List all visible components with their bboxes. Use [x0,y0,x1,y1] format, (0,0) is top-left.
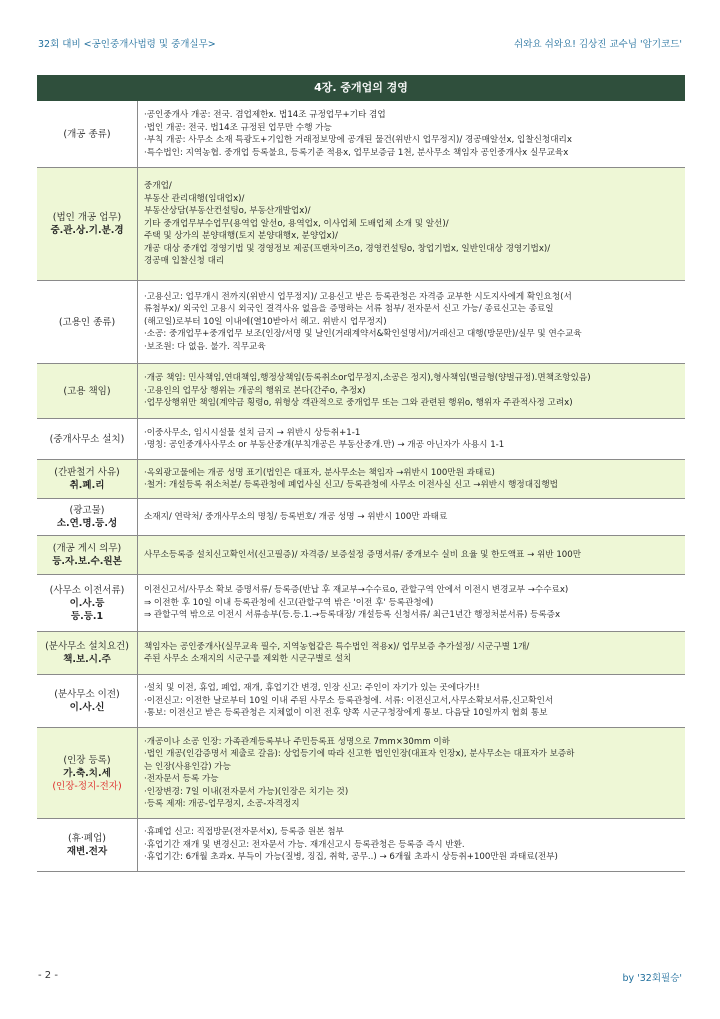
row-content [138,632,685,674]
mnemonic-code: 책.보.시.주 [63,654,111,665]
content-line: ·업무상행위만 책임(계약금 횡령o, 위형상 객관적으로 중개업무 또는 그와 관련된 행위o, 행위자 주관적사정 고려x) [144,398,573,409]
row-label [37,728,138,818]
content-line: ⇒ 관할구역 밖으로 이전시 서류송부(등.등.1.→등록대장/ 개설등록 신청서류/ 최근1년간 행정처분서류) 등록증x [144,610,561,621]
content-line: ·옥외광고물에는 개공 성명 표기(법인은 대표자, 분사무소는 책임자 →위반시 100만원 과태료) [144,467,495,478]
content-line: ·개공 책임: 민사책임,연대책임,행정상책임(등록취소or업무정지,소공은 정지),형사책임(벌금형(양벌규정).면책조항있음) [144,373,591,384]
row-content [138,419,685,459]
row-label [37,499,138,535]
table-row [37,364,685,419]
row-label-text: (분사무소 이전) [54,689,120,700]
mnemonic-code-line2: 등.등.1 [70,610,104,622]
content-line: 중개업/ [144,181,172,192]
row-label-text: (개공 종류) [63,128,111,140]
row-label [37,101,138,167]
table-row [37,728,685,819]
content-line: ·이중사무소, 임시시설물 설치 금지 → 위반시 상등취+1-1 [144,427,361,438]
row-label [37,364,138,418]
mnemonic-code: 이.사.등 [69,597,105,609]
row-label [37,460,138,498]
content-line: 부동산 관리대행(임대업x)/ [144,193,245,204]
row-label-text: (사무소 이전서류) [49,584,125,596]
content-line: ·휴폐업 신고: 직접방문(전자문서x), 등록증 원본 첨부 [144,827,344,838]
row-content [138,364,685,418]
content-line: ·법인 개공(인감증명서 제출로 갈음): 상업등기에 따라 신고한 법인인장(대표자 인장x), 분사무소는 대표자가 보증하 [144,749,575,759]
mnemonic-code: 재변.전자 [66,846,108,857]
row-label [37,536,138,574]
content-line: 이전신고서/사무소 확보 증명서류/ 등록증(반납 후 재교부→수수료o, 관할구역 안에서 이전시 변경교부 →수수료x) [144,585,569,596]
header-right: 쉬와요 쉬와요! 김상진 교수님 '암기코드' [514,39,682,50]
content-line: ·부칙 개공: 사무소 소재 특광도+기입한 거래정보망에 공개된 물건(위반시 업무정지)/ 경공매알선x, 입찰신청대리x [144,135,572,145]
content-line: ·설치 및 이전, 휴업, 폐업, 재개, 휴업기간 변경, 인장 신고: 주인이 자기가 있는 곳에다가!! [144,683,480,694]
row-label [37,419,138,459]
table-row [37,675,685,728]
table-row [37,536,685,575]
header-left: 32회 대비 <공인중개사법령 및 중개실무> [38,39,216,50]
content-line: ·소공: 중개업무+중개업무 보조(인장/서명 및 날인(거래계약서&확인설명서)/거래신고 대행(방문만)/실무 및 연수교육 [144,329,582,340]
row-content [138,819,685,871]
content-line: ·명칭: 공인중개사사무소 or 부동산중개(부칙개공은 부동산중개.만) → 개공 아닌자가 사용시 1-1 [144,440,505,450]
content-line: ·등록 제재: 개공-업무정지, 소공-자격정지 [144,799,300,809]
content-line: ·법인 개공: 전국. 법14조 규정된 업무만 수행 가능 [144,122,332,133]
content-line: ⇒ 이전한 후 10일 이내 등록관청에 신고(관할구역 밖은 '이전 후' 등록관청에) [144,597,434,608]
row-label-text: (광고물) [69,505,105,516]
row-label-text: (분사무소 설치요건) [45,641,129,652]
content-line: ·보조원: 다 없음. 불가. 직무교육 [144,341,266,352]
content-line: 는 인장(사용인감) 가능 [144,761,231,772]
row-content [138,499,685,535]
content-line: 사무소등록증 설치신고확인서(신고필증)/ 자격증/ 보증설정 증명서류/ 중개보수 실비 요율 및 한도액표 → 위반 100만 [144,549,582,560]
row-label [37,168,138,280]
content-line: ·전자문서 등록 가능 [144,774,219,784]
row-label [37,575,138,631]
row-label-text: (간판철거 사유) [54,467,120,478]
content-line: 소재지/ 연락처/ 중개사무소의 명칭/ 등록번호/ 개공 성명 → 위반시 100만 과태료 [144,511,448,522]
content-line: 경공매 입찰신청 대리 [144,256,225,267]
content-line: ·이전신고: 이전한 날로부터 10일 이내 주된 사무소 등록관청에. 서류: 이전신고서,사무소확보서류,신고확인서 [144,695,554,706]
content-line: 주된 사무소 소재지의 시군구를 제외한 시군구별로 설치 [144,654,352,664]
row-label [37,819,138,871]
mnemonic-code: 중.관.상.기.분.경 [50,225,124,236]
row-content [138,101,685,167]
row-sub-label: (인장-정지-전자) [52,780,122,792]
mnemonic-code: 소.연.명.등.성 [56,518,118,529]
content-line: ·공인중개사 개공: 전국. 겸업제한x. 법14조 규정업무+기타 겸업 [144,110,386,120]
content-line: (해고일)로부터 10일 이내에(열10받아서 해고. 위반시 업무정지) [144,316,387,327]
content-line: 부동산상담(부동산컨설팅o, 부동산개발업x)/ [144,206,311,217]
row-label-text: (휴·폐업) [68,833,106,844]
content-line: ·인장변경: 7일 이내(전자문서 가능)(인장은 치기는 것) [144,786,349,797]
row-content [138,728,685,818]
content-line: ·특수법인: 지역농협. 중개업 등록불요, 등록기준 적용x, 업무보증금 1천, 분사무소 책임자 공인중개사x 실무교육x [144,147,569,158]
content-line: ·휴업기간: 6개월 초과x. 부득이 가능(질병, 징집, 취학, 공무..) → 6개월 초과시 상등취+100만원 과태료(전부) [144,852,558,863]
table-row [37,460,685,499]
content-line: 류첨부x)/ 외국인 고용시 외국인 결격사유 없음을 증명하는 서류 첨부/ 전자문서 신고 가능/ 종료신고는 종료일 [144,304,554,315]
content-line: 책임자는 공인중개사(실무교육 필수, 지역농협같은 특수법인 적용x)/ 업무보증 추가설정/ 시군구별 1개/ [144,641,530,652]
mnemonic-code: 취.폐.리 [69,480,105,491]
row-label [37,632,138,674]
table-row [37,499,685,536]
table-row [37,101,685,168]
row-label-text: (중개사무소 설치) [49,433,125,445]
row-content [138,675,685,727]
row-label [37,281,138,363]
content-line: 주택 및 상가의 분양대행(토지 분양대행x, 분양업x)/ [144,231,338,242]
table-row [37,819,685,872]
row-label [37,675,138,727]
row-content [138,575,685,631]
summary-table [37,75,685,872]
row-label-text: (고용 책임) [63,385,111,397]
table-row [37,632,685,675]
row-content [138,536,685,574]
footer-credit: by '32회필승' [622,973,682,984]
table-row [37,168,685,281]
mnemonic-code: 이.사.신 [69,702,105,713]
content-line: ·고용신고: 업무개시 전까지(위반시 업무정지)/ 고용신고 받은 등록관청은 자격증 교부한 시도지사에게 확인요청(서 [144,291,572,302]
table-row [37,419,685,460]
row-label-text: (개공 게시 의무) [52,543,122,554]
content-line: ·통보: 이전신고 받은 등록관청은 지체없이 이전 전후 양쪽 시군구청장에게 통보. 다음달 10일까지 협회 통보 [144,708,548,719]
table-row [37,575,685,632]
table-row [37,281,685,364]
content-line: ·휴업기간 재개 및 변경신고: 전자문서 가능. 재개신고시 등록관청은 등록증 즉시 반환. [144,839,465,850]
mnemonic-code: 등.자.보.수.원본 [52,556,122,567]
content-line: ·철거: 개설등록 취소처분/ 등록관청에 폐업사실 신고/ 등록관청에 사무소 이전사실 신고 →위반시 행정대집행법 [144,480,558,490]
row-content [138,168,685,280]
table-title: 4장. 중개업의 경영 [37,75,685,101]
content-line: ·고용인의 업무상 행위는 개공의 행위로 본다(간주o, 추정x) [144,385,366,396]
row-label-text: (고용인 종류) [58,316,116,328]
content-line: 개공 대상 중개업 경영기법 및 경영정보 제공(프랜차이즈o, 경영컨설팅o, 창업기법x, 일반인대상 경영기법x)/ [144,243,551,254]
row-label-text: (인장 등록) [63,754,111,766]
content-line: ·개공이나 소공 인장: 가족관계등록부나 주민등록표 성명으로 7mm×30mm 이하 [144,736,450,747]
row-content [138,460,685,498]
page-number: - 2 - [38,970,58,981]
row-label-text: (법인 개공 업무) [52,212,122,223]
content-line: 기타 중개업무부수업무(용역업 알선o, 용역업x, 이사업체 도배업체 소개 및 알선)/ [144,218,449,229]
row-content [138,281,685,363]
mnemonic-code: 가.축.치.세 [63,767,111,779]
